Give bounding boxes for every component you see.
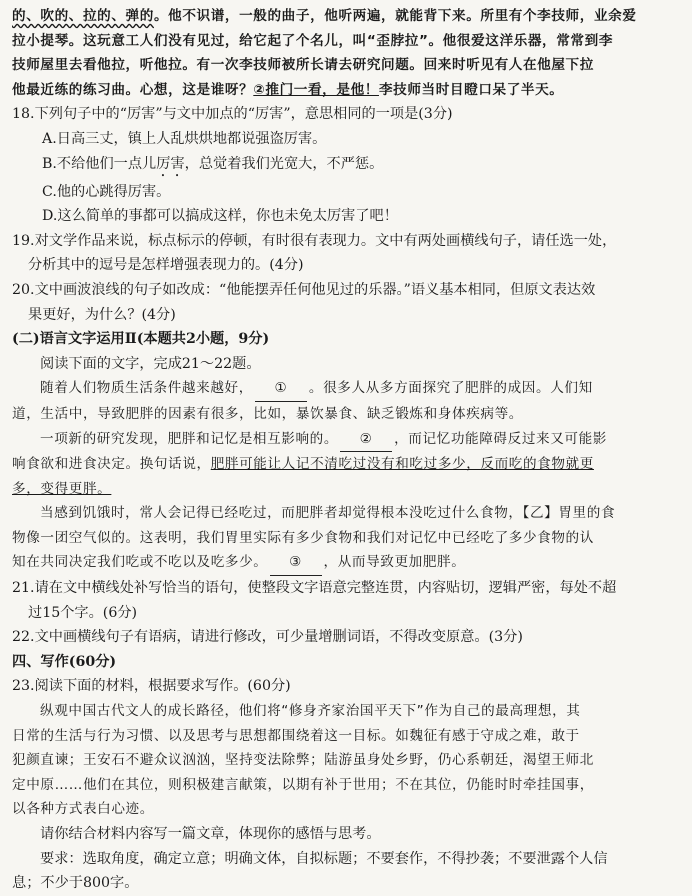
passage-line-4: 他最近练的练习曲。心想，这是谁呀？②推门一看，是他！李技师当时目瞪口呆了半天。 (12, 81, 564, 98)
blank-2: ② (340, 427, 392, 453)
writing-requirements-line-1: 要求：选取角度，确定立意；明确文体，自拟标题；不要套作，不得抄袭；不要泄露个人信 (40, 850, 608, 867)
question-21-line-2: 过15个字。(6分) (28, 604, 138, 621)
underlined-sentence: 肥胖可能让人记不清吃过没有和吃过多少，反而吃的食物就更 (210, 456, 594, 473)
writing-task: 请你结合材料内容写一篇文章，体现你的感悟与思考。 (40, 826, 381, 842)
passage-line-1: 的、吹的、拉的、弹的。他不识谱，一般的曲子，他听两遍，就能背下来。所里有个李技师，业余爱 (12, 8, 637, 24)
question-23-stem: 23.阅读下面的材料，根据要求写作。(60分) (12, 678, 291, 695)
section-2-title: (二)语言文字运用Ⅱ(本题共2小题，9分) (12, 331, 270, 348)
writing-requirements-line-2: 息；不少于800字。 (12, 875, 139, 892)
section-2-intro: 阅读下面的文字，完成21～22题。 (40, 355, 261, 372)
passage-line-3: 技师屋里去看他拉，听他拉。有一次李技师被所长请去研究问题。回来时听见有人在他屋下拉 (12, 57, 594, 74)
para2-line-3 (12, 477, 682, 502)
blank-3: ③ (270, 550, 322, 576)
q18-option-a: A.日高三丈，镇上人乱烘烘地都说强盗厉害。 (42, 130, 327, 147)
question-19-line-2: 分析其中的逗号是怎样增强表现力的。(4分) (28, 257, 304, 274)
question-21-line-1: 21.请在文中横线处补写恰当的语句，使整段文字语意完整连贯，内容贴切，逻辑严密，每处不超 (12, 580, 617, 597)
question-20-line-1: 20.文中画波浪线的句子如改成：“他能摆弄任何他见过的乐器。”语义基本相同，但原文表达效 (12, 281, 596, 298)
question-22: 22.文中画横线句子有语病，请进行修改，可少量增删词语，不得改变原意。(3分) (12, 629, 523, 646)
q18-option-b: B.不给他们一点儿厉害，总觉着我们光宽大，不严惩。 (42, 155, 384, 172)
blank-1: ① (255, 376, 307, 402)
para1-line-2: 道，生活中，导致肥胖的因素有很多，比如，暴饮暴食、缺乏锻炼和身体疾病等。 (12, 405, 523, 422)
q18-option-c: C.他的心跳得厉害。 (42, 183, 171, 200)
section-4-title: 四、写作(60分) (12, 653, 117, 670)
question-18-stem: 18.下列句子中的“厉害”与文中加点的“厉害”，意思相同的一项是(3分) (12, 106, 453, 123)
material-line-2: 日常的生活与行为习惯、以及思考与思想都围绕着这一目标。如魏征有感于守成之难，敢于 (12, 727, 580, 744)
passage-line-2: 拉小提琴。这玩意工人们没有见过，给它起了个名儿，叫“歪脖拉”。他很爱这洋乐器，常常到李 (12, 32, 614, 49)
material-line-1: 纵观中国古代文人的成长路径，他们将“修身齐家治国平天下”作为自己的最高理想，其 (40, 703, 581, 720)
wavy-underlined-text: 的、吹的、拉的、弹的 (12, 8, 154, 24)
question-19-line-1: 19.对文学作品来说，标点标示的停顿，有时很有表现力。文中有两处画横线句子，请任选一处， (12, 232, 617, 249)
para3-line-1: 当感到饥饿时，常人会记得已经吃过，而肥胖者却觉得根本没吃过什么食物，【乙】胃里的食 (40, 505, 616, 522)
material-line-5: 以各种方式表白心迹。 (12, 801, 154, 818)
q18-option-d: D.这么简单的事都可以搞成这样，你也未免太厉害了吧！ (42, 208, 398, 225)
question-20-line-2: 果更好，为什么？(4分) (28, 306, 176, 323)
material-line-4: 定中原……他们在其位，则积极建言献策，以期有补于世用；不在其位，仍能时时牵挂国事， (12, 776, 594, 793)
para3-line-3: 知在共同决定我们吃或不吃以及吃多少。 ③ ，从而导致更加肥胖。 (12, 550, 682, 576)
underlined-sentence: ②推门一看，是他！ (253, 81, 379, 98)
para2-line-1: 一项新的研究发现，肥胖和记忆是相互影响的。 ② ，而记忆功能障碍反过来又可能影 (12, 427, 682, 453)
dotted-word: 厉害 (156, 155, 185, 172)
para3-line-2: 物像一团空气似的。这表明，我们胃里实际有多少食物和我们对记忆中已经吃了多少食物的认 (12, 529, 594, 546)
underlined-sentence-end: 多，变得更胖。 (12, 480, 112, 497)
para2-line-2: 响食欲和进食决定。换句话说，肥胖可能让人记不清吃过没有和吃过多少，反而吃的食物就更 (12, 456, 594, 473)
para1-line-1: 随着人们物质生活条件越来越好， ① 。很多人从多方面探究了肥胖的成因。人们知 (12, 376, 682, 402)
material-line-3: 犯颜直谏；王安石不避众议汹汹，坚持变法除弊；陆游虽身处乡野，仍心系朝廷，渴望王师北 (12, 752, 594, 769)
